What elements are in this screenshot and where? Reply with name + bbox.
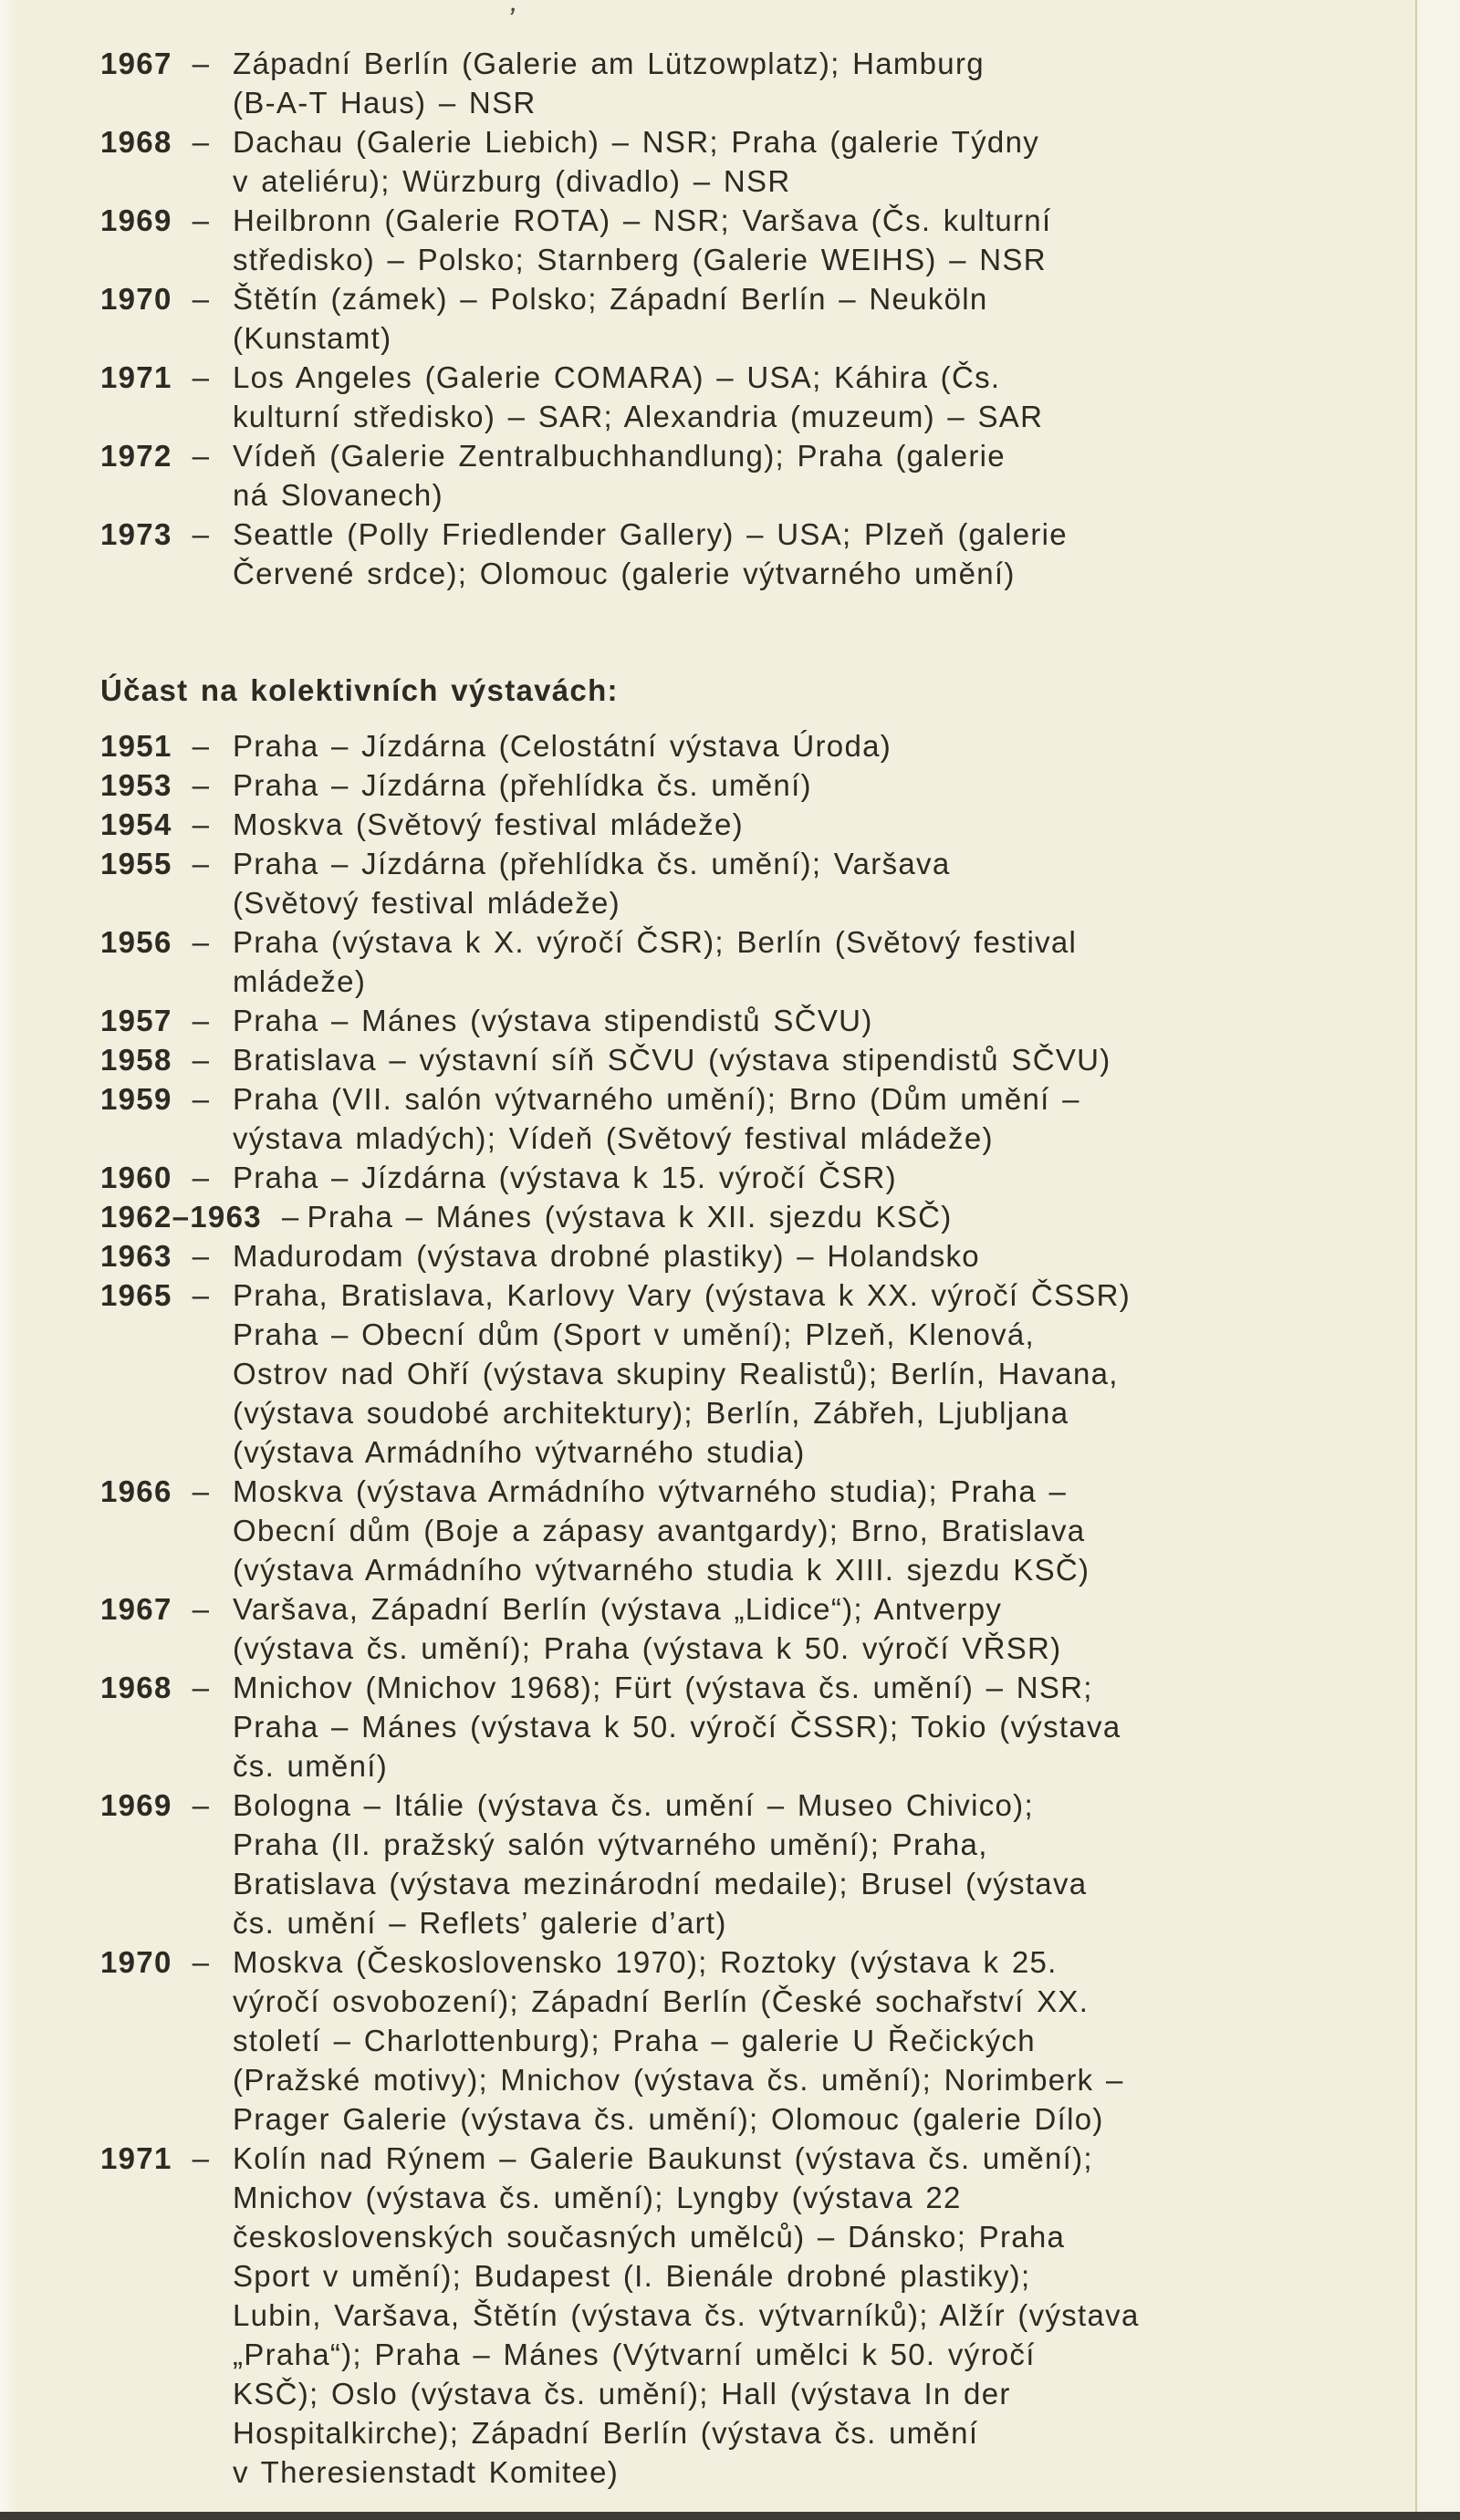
entry-text-lines: [233, 1236, 1460, 1276]
entry-year: 1966: [100, 1474, 172, 1508]
entry-text-line: „Praha“); Praha – Mánes (Výtvarní umělci k 50. výročí: [233, 2338, 1036, 2371]
entry-dash: –: [192, 360, 211, 394]
entry-year: 1969: [100, 1788, 172, 1822]
entry-year: 1968: [100, 125, 172, 159]
entry-year-column: [100, 726, 233, 765]
collective-exhibitions-section: [0, 726, 1460, 2492]
entry-text-line: Obecní dům (Boje a zápasy avantgardy); Brno, Bratislava: [233, 1514, 1086, 1547]
entry-year: 1963: [100, 1239, 172, 1273]
exhibition-entry: [100, 1079, 1460, 1158]
entry-dash: –: [192, 768, 211, 802]
entry-text-lines: [233, 1472, 1460, 1589]
exhibition-entry: [100, 765, 1460, 805]
entry-year-column: [100, 2139, 233, 2492]
exhibition-entry: [100, 279, 1460, 358]
entry-text-line: Mnichov (Mnichov 1968); Fürt (výstava čs. umění) – NSR;: [233, 1671, 1093, 1704]
collective-exhibitions-heading: Účast na kolektivních výstavách:: [100, 673, 619, 707]
entry-text-lines: [233, 1589, 1460, 1668]
entry-text-lines: [233, 726, 1460, 765]
entry-year-column: [100, 805, 233, 844]
left-paper-edge: [0, 0, 18, 2512]
entry-text-lines: [233, 1040, 1460, 1079]
entry-text-lines: [233, 1786, 1460, 1942]
entry-year: 1965: [100, 1278, 172, 1312]
entry-text-line: Vídeň (Galerie Zentralbuchhandlung); Praha (galerie: [233, 439, 1006, 473]
entry-year-column: [100, 922, 233, 1001]
entry-text-line: Kolín nad Rýnem – Galerie Baukunst (výstava čs. umění);: [233, 2141, 1093, 2175]
entry-text-lines: [233, 279, 1460, 358]
entry-text-line: Bologna – Itálie (výstava čs. umění – Museo Chivico);: [233, 1788, 1034, 1822]
entry-dash: –: [192, 439, 211, 473]
exhibition-entry: [100, 1786, 1460, 1942]
entry-dash: –: [192, 1082, 211, 1116]
entry-year: 1960: [100, 1161, 172, 1194]
entry-year-column: [100, 844, 233, 922]
entry-text-line: v Theresienstadt Komitee): [233, 2455, 620, 2489]
entry-text-lines: [233, 922, 1460, 1001]
entry-year-column: [100, 201, 233, 279]
solo-exhibitions-section: [0, 44, 1460, 593]
entry-year-column: [100, 44, 233, 122]
entry-year: 1956: [100, 925, 172, 959]
entry-year: 1953: [100, 768, 172, 802]
entry-text-line: Praha – Jízdárna (přehlídka čs. umění): [233, 768, 812, 802]
exhibition-entry: [100, 1001, 1460, 1040]
entry-year: 1972: [100, 439, 172, 473]
entry-text-line: Hospitalkirche); Západní Berlín (výstava čs. umění: [233, 2416, 979, 2450]
exhibition-entry: [100, 844, 1460, 922]
entry-text-line: Praha – Mánes (výstava k XII. sjezdu KSČ): [307, 1200, 953, 1234]
entry-year-column: [100, 1472, 233, 1589]
entry-text-lines: [233, 844, 1460, 922]
entry-text-lines: [233, 44, 1460, 122]
entry-text-line: čs. umění): [233, 1749, 389, 1783]
entry-dash: –: [192, 925, 211, 959]
entry-text-line: (výstava Armádního výtvarného studia k XIII. sjezdu KSČ): [233, 1553, 1090, 1587]
entry-text-line: Praha (II. pražský salón výtvarného umění); Praha,: [233, 1828, 988, 1861]
exhibition-entry: [100, 44, 1460, 122]
entry-year-column: [100, 436, 233, 515]
exhibition-entry: [100, 922, 1460, 1001]
entry-dash: –: [192, 282, 211, 316]
exhibition-entry: [100, 1668, 1460, 1786]
entry-year: 1971: [100, 360, 172, 394]
entry-text-line: mládeže): [233, 964, 367, 998]
entry-dash: –: [192, 203, 211, 237]
entry-year: 1954: [100, 807, 172, 841]
entry-text-line: Heilbronn (Galerie ROTA) – NSR; Varšava (Čs. kulturní: [233, 203, 1052, 237]
entry-text-lines: [233, 1001, 1460, 1040]
entry-dash: –: [192, 47, 211, 80]
entry-text-lines: [308, 1197, 1460, 1236]
entry-text-line: Moskva (Československo 1970); Roztoky (výstava k 25.: [233, 1945, 1058, 1979]
entry-year: 1973: [100, 517, 172, 551]
entry-dash: –: [192, 1239, 211, 1273]
entry-year-column: [100, 122, 233, 201]
entry-dash: –: [192, 2141, 211, 2175]
exhibition-entry: [100, 201, 1460, 279]
entry-text-lines: [233, 1079, 1460, 1158]
scan-speck-mark: ’: [504, 1, 519, 37]
entry-year: 1955: [100, 847, 172, 880]
entry-text-line: Bratislava (výstava mezinárodní medaile); Brusel (výstava: [233, 1867, 1088, 1900]
entry-year-column: [100, 1158, 233, 1197]
entry-text-lines: [233, 765, 1460, 805]
entry-text-line: Varšava, Západní Berlín (výstava „Lidice“); Antverpy: [233, 1592, 1003, 1626]
entry-year: 1957: [100, 1004, 172, 1037]
entry-text-line: Červené srdce); Olomouc (galerie výtvarného umění): [233, 557, 1016, 590]
entry-text-line: (výstava čs. umění); Praha (výstava k 50. výročí VŘSR): [233, 1631, 1062, 1665]
entry-text-line: (Pražské motivy); Mnichov (výstava čs. umění); Norimberk –: [233, 2063, 1124, 2097]
entry-year: 1967: [100, 47, 172, 80]
entry-text-line: Ostrov nad Ohří (výstava skupiny Realistů); Berlín, Havana,: [233, 1357, 1119, 1390]
entry-dash: –: [192, 1671, 211, 1704]
entry-text-line: Mnichov (výstava čs. umění); Lyngby (výstava 22: [233, 2181, 962, 2214]
entry-text-line: Bratislava – výstavní síň SČVU (výstava stipendistů SČVU): [233, 1043, 1111, 1077]
entry-text-lines: [233, 1942, 1460, 2139]
entry-text-line: středisko) – Polsko; Starnberg (Galerie WEIHS) – NSR: [233, 243, 1047, 276]
entry-dash: –: [192, 1161, 211, 1194]
entry-year: 1959: [100, 1082, 172, 1116]
entry-year-column: [100, 1589, 233, 1668]
entry-dash: –: [192, 1278, 211, 1312]
entry-text-line: Západní Berlín (Galerie am Lützowplatz); Hamburg: [233, 47, 985, 80]
entry-text-lines: [233, 805, 1460, 844]
entry-text-line: Praha – Jízdárna (výstava k 15. výročí ČSR): [233, 1161, 897, 1194]
entry-text-line: Madurodam (výstava drobné plastiky) – Holandsko: [233, 1239, 980, 1273]
exhibition-entry: [100, 1236, 1460, 1276]
entry-text-line: čs. umění – Reflets’ galerie d’art): [233, 1906, 727, 1940]
exhibition-entry: [100, 805, 1460, 844]
entry-year-column: [100, 1001, 233, 1040]
entry-year: 1970: [100, 1945, 172, 1979]
entry-year: 1968: [100, 1671, 172, 1704]
exhibition-entry: [100, 1589, 1460, 1668]
entry-year: 1951: [100, 729, 172, 763]
right-paper-edge: [1417, 0, 1460, 2512]
entry-dash: –: [192, 847, 211, 880]
entry-dash: –: [192, 1474, 211, 1508]
entry-year-column: [100, 1786, 233, 1942]
exhibition-entry: [100, 1158, 1460, 1197]
exhibition-entry: [100, 358, 1460, 436]
entry-year-column: [100, 1197, 308, 1236]
entry-text-line: ná Slovanech): [233, 478, 443, 512]
exhibition-entry: [100, 436, 1460, 515]
entry-text-line: Praha (výstava k X. výročí ČSR); Berlín (Světový festival: [233, 925, 1078, 959]
entry-text-line: v ateliéru); Würzburg (divadlo) – NSR: [233, 164, 791, 198]
entry-dash: –: [192, 729, 211, 763]
entry-text-line: Sport v umění); Budapest (I. Bienále drobné plastiky);: [233, 2259, 1031, 2293]
entry-text-line: (výstava soudobé architektury); Berlín, Zábřeh, Ljubljana: [233, 1396, 1069, 1430]
entry-dash: –: [192, 1043, 211, 1077]
entry-text-line: (B-A-T Haus) – NSR: [233, 86, 537, 120]
entry-dash: –: [192, 1004, 211, 1037]
entry-text-line: výstava mladých); Vídeň (Světový festival mládeže): [233, 1121, 994, 1155]
entry-text-line: (Světový festival mládeže): [233, 886, 620, 920]
entry-text-line: Praha – Mánes (výstava stipendistů SČVU): [233, 1004, 873, 1037]
entry-text-line: Praha – Jízdárna (přehlídka čs. umění); Varšava: [233, 847, 951, 880]
exhibition-entry: [100, 1472, 1460, 1589]
entry-text-line: Los Angeles (Galerie COMARA) – USA; Káhira (Čs.: [233, 360, 1001, 394]
entry-dash: –: [192, 1592, 211, 1626]
entry-text-line: Dachau (Galerie Liebich) – NSR; Praha (galerie Týdny: [233, 125, 1040, 159]
entry-text-line: Lubin, Varšava, Štětín (výstava čs. výtvarníků); Alžír (výstava: [233, 2298, 1140, 2332]
entry-year-column: [100, 1668, 233, 1786]
exhibition-entry: [100, 1040, 1460, 1079]
entry-text-lines: [233, 1668, 1460, 1786]
entry-text-line: Praha (VII. salón výtvarného umění); Brno (Dům umění –: [233, 1082, 1080, 1116]
exhibition-entry: [100, 1276, 1460, 1472]
exhibition-entry: [100, 515, 1460, 593]
entry-year-column: [100, 515, 233, 593]
entry-year: 1958: [100, 1043, 172, 1077]
entry-text-lines: [233, 1158, 1460, 1197]
entry-text-line: Praha – Mánes (výstava k 50. výročí ČSSR); Tokio (výstava: [233, 1710, 1121, 1744]
entry-dash: –: [281, 1200, 300, 1234]
exhibition-entry: [100, 122, 1460, 201]
entry-year: 1971: [100, 2141, 172, 2175]
entry-text-lines: [233, 1276, 1460, 1472]
exhibition-entry: [100, 1942, 1460, 2139]
entry-text-lines: [233, 2139, 1460, 2492]
entry-text-lines: [233, 201, 1460, 279]
entry-text-lines: [233, 358, 1460, 436]
entry-text-line: (Kunstamt): [233, 321, 392, 355]
entry-text-line: století – Charlottenburg); Praha – galerie U Řečických: [233, 2024, 1036, 2057]
entry-text-line: kulturní středisko) – SAR; Alexandria (muzeum) – SAR: [233, 400, 1044, 433]
entry-text-line: (výstava Armádního výtvarného studia): [233, 1435, 806, 1469]
entry-dash: –: [192, 1945, 211, 1979]
entry-year-column: [100, 1276, 233, 1472]
entry-year: 1970: [100, 282, 172, 316]
entry-year-column: [100, 1942, 233, 2139]
entry-year-column: [100, 279, 233, 358]
entry-dash: –: [192, 125, 211, 159]
entry-text-line: Prager Galerie (výstava čs. umění); Olomouc (galerie Dílo): [233, 2102, 1104, 2136]
entry-text-line: Praha – Obecní dům (Sport v umění); Plzeň, Klenová,: [233, 1317, 1036, 1351]
entry-text-line: Štětín (zámek) – Polsko; Západní Berlín – Neuköln: [233, 282, 988, 316]
entry-text-line: KSČ); Oslo (výstava čs. umění); Hall (výstava In der: [233, 2377, 1011, 2411]
entry-text-line: Moskva (Světový festival mládeže): [233, 807, 744, 841]
entry-dash: –: [192, 807, 211, 841]
entry-dash: –: [192, 517, 211, 551]
entry-text-line: výročí osvobození); Západní Berlín (České sochařství XX.: [233, 1984, 1090, 2018]
entry-year: 1969: [100, 203, 172, 237]
entry-year-column: [100, 1236, 233, 1276]
entry-dash: –: [192, 1788, 211, 1822]
exhibition-entry: [100, 726, 1460, 765]
entry-year: 1967: [100, 1592, 172, 1626]
entry-text-line: Praha – Jízdárna (Celostátní výstava Úroda): [233, 729, 892, 763]
entry-year-column: [100, 765, 233, 805]
entry-text-lines: [233, 122, 1460, 201]
exhibition-entry: [100, 1197, 1460, 1236]
entry-text-line: Seattle (Polly Friedlender Gallery) – USA; Plzeň (galerie: [233, 517, 1068, 551]
entry-year-column: [100, 358, 233, 436]
entry-text-line: československých současných umělců) – Dánsko; Praha: [233, 2220, 1066, 2254]
bottom-scan-edge: [0, 2512, 1460, 2520]
entry-year: 1962–1963: [100, 1200, 262, 1234]
entry-year-column: [100, 1079, 233, 1158]
entry-text-lines: [233, 436, 1460, 515]
entry-year-column: [100, 1040, 233, 1079]
entry-text-line: Praha, Bratislava, Karlovy Vary (výstava k XX. výročí ČSSR): [233, 1278, 1132, 1312]
entry-text-lines: [233, 515, 1460, 593]
entry-text-line: Moskva (výstava Armádního výtvarného studia); Praha –: [233, 1474, 1068, 1508]
exhibition-entry: [100, 2139, 1460, 2492]
